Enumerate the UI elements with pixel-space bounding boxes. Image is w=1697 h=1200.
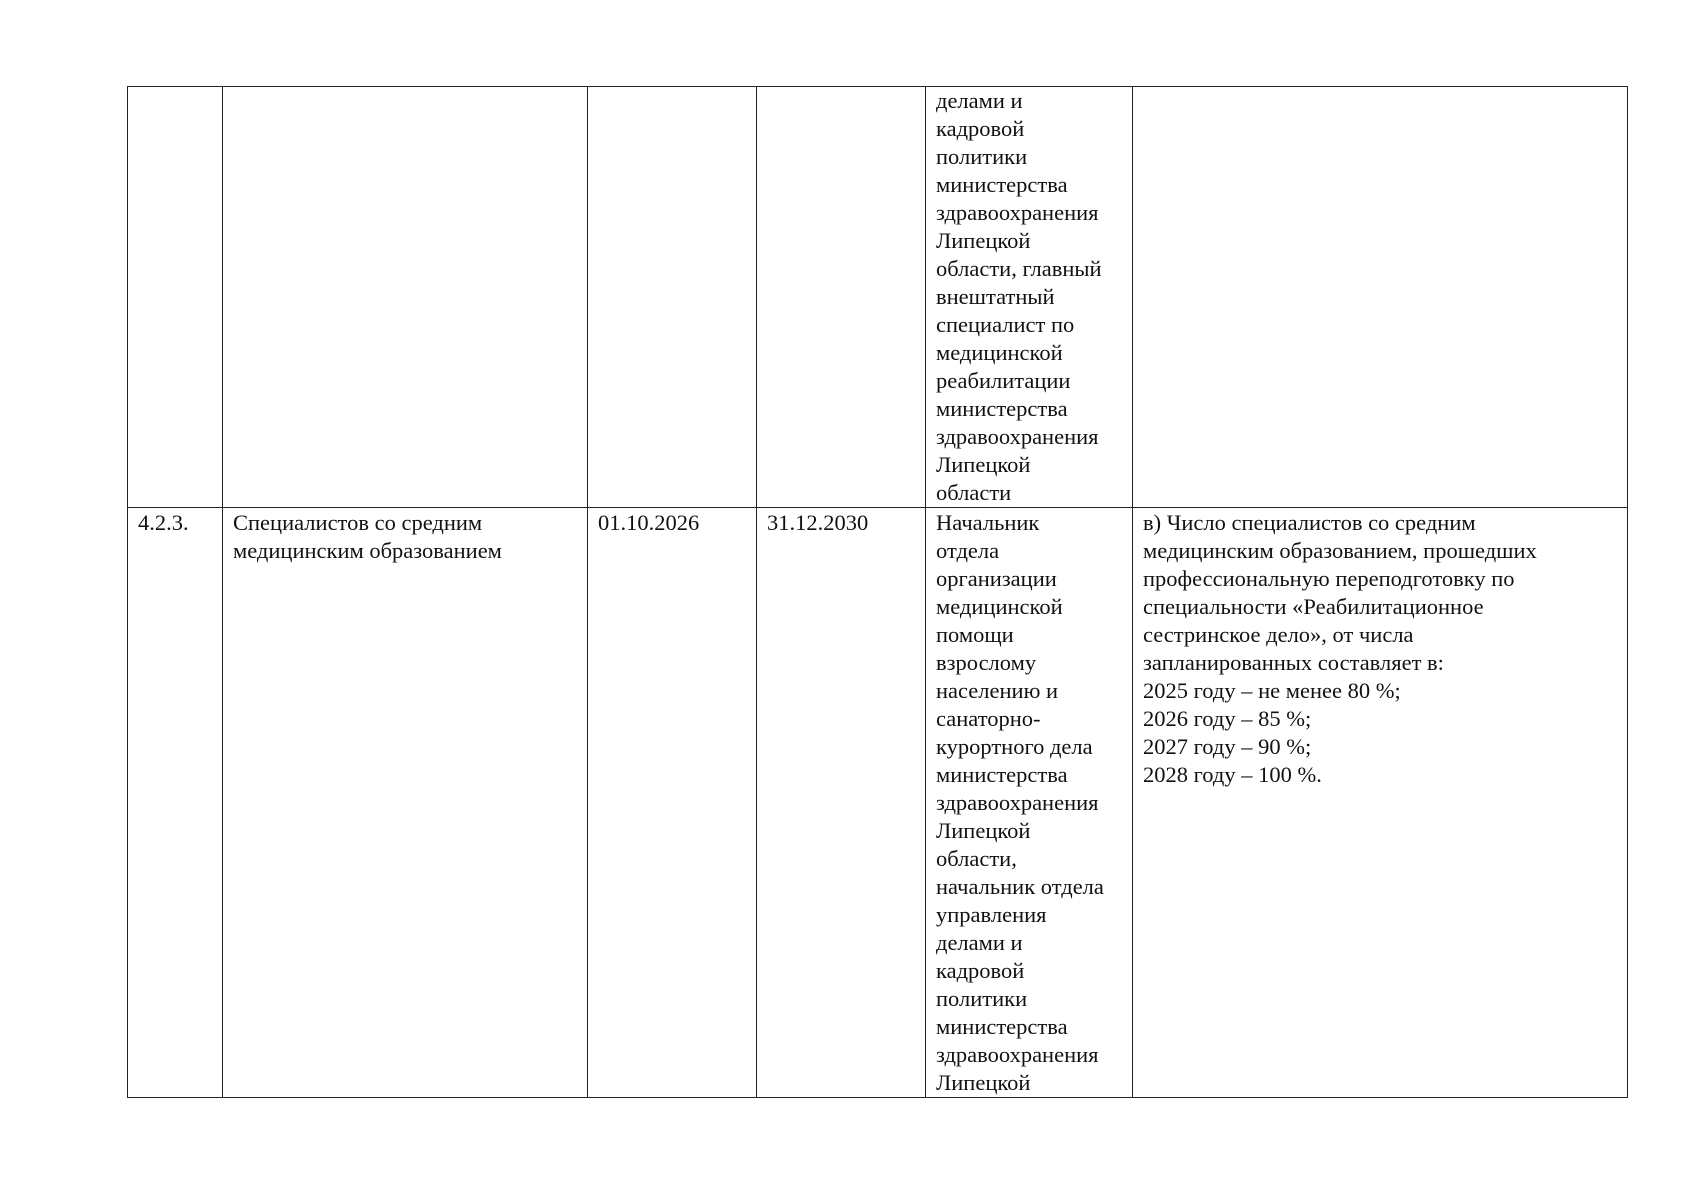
plan-table	[127, 86, 1628, 1098]
cell-name: Специалистов со средним медицинским образованием	[223, 508, 588, 1098]
cell-start-date	[588, 87, 757, 508]
cell-end-date: 31.12.2030	[757, 508, 926, 1098]
table-row	[128, 87, 1628, 508]
cell-result: в) Число специалистов со средним медицинским образованием, прошедших профессиональную переподготовку по специальности «Реабилитационное сестринское дело», от числа запланированных составляет в: 2025 году – не менее 80 %; 2026 году – 85 %; 2027 году – 90 %; 2028 году – 100 %.	[1133, 508, 1628, 1098]
cell-responsible: Начальник отдела организации медицинской помощи взрослому населению и санаторно- курортного дела министерства здравоохранения Липецкой области, начальник отдела управления делами и кадровой политики министерства здравоохранения Липецкой	[926, 508, 1133, 1098]
cell-result	[1133, 87, 1628, 508]
cell-number: 4.2.3.	[128, 508, 223, 1098]
cell-name	[223, 87, 588, 508]
cell-start-date: 01.10.2026	[588, 508, 757, 1098]
table-row	[128, 508, 1628, 1098]
cell-number	[128, 87, 223, 508]
cell-responsible: делами и кадровой политики министерства здравоохранения Липецкой области, главный внештатный специалист по медицинской реабилитации министерства здравоохранения Липецкой области	[926, 87, 1133, 508]
cell-end-date	[757, 87, 926, 508]
